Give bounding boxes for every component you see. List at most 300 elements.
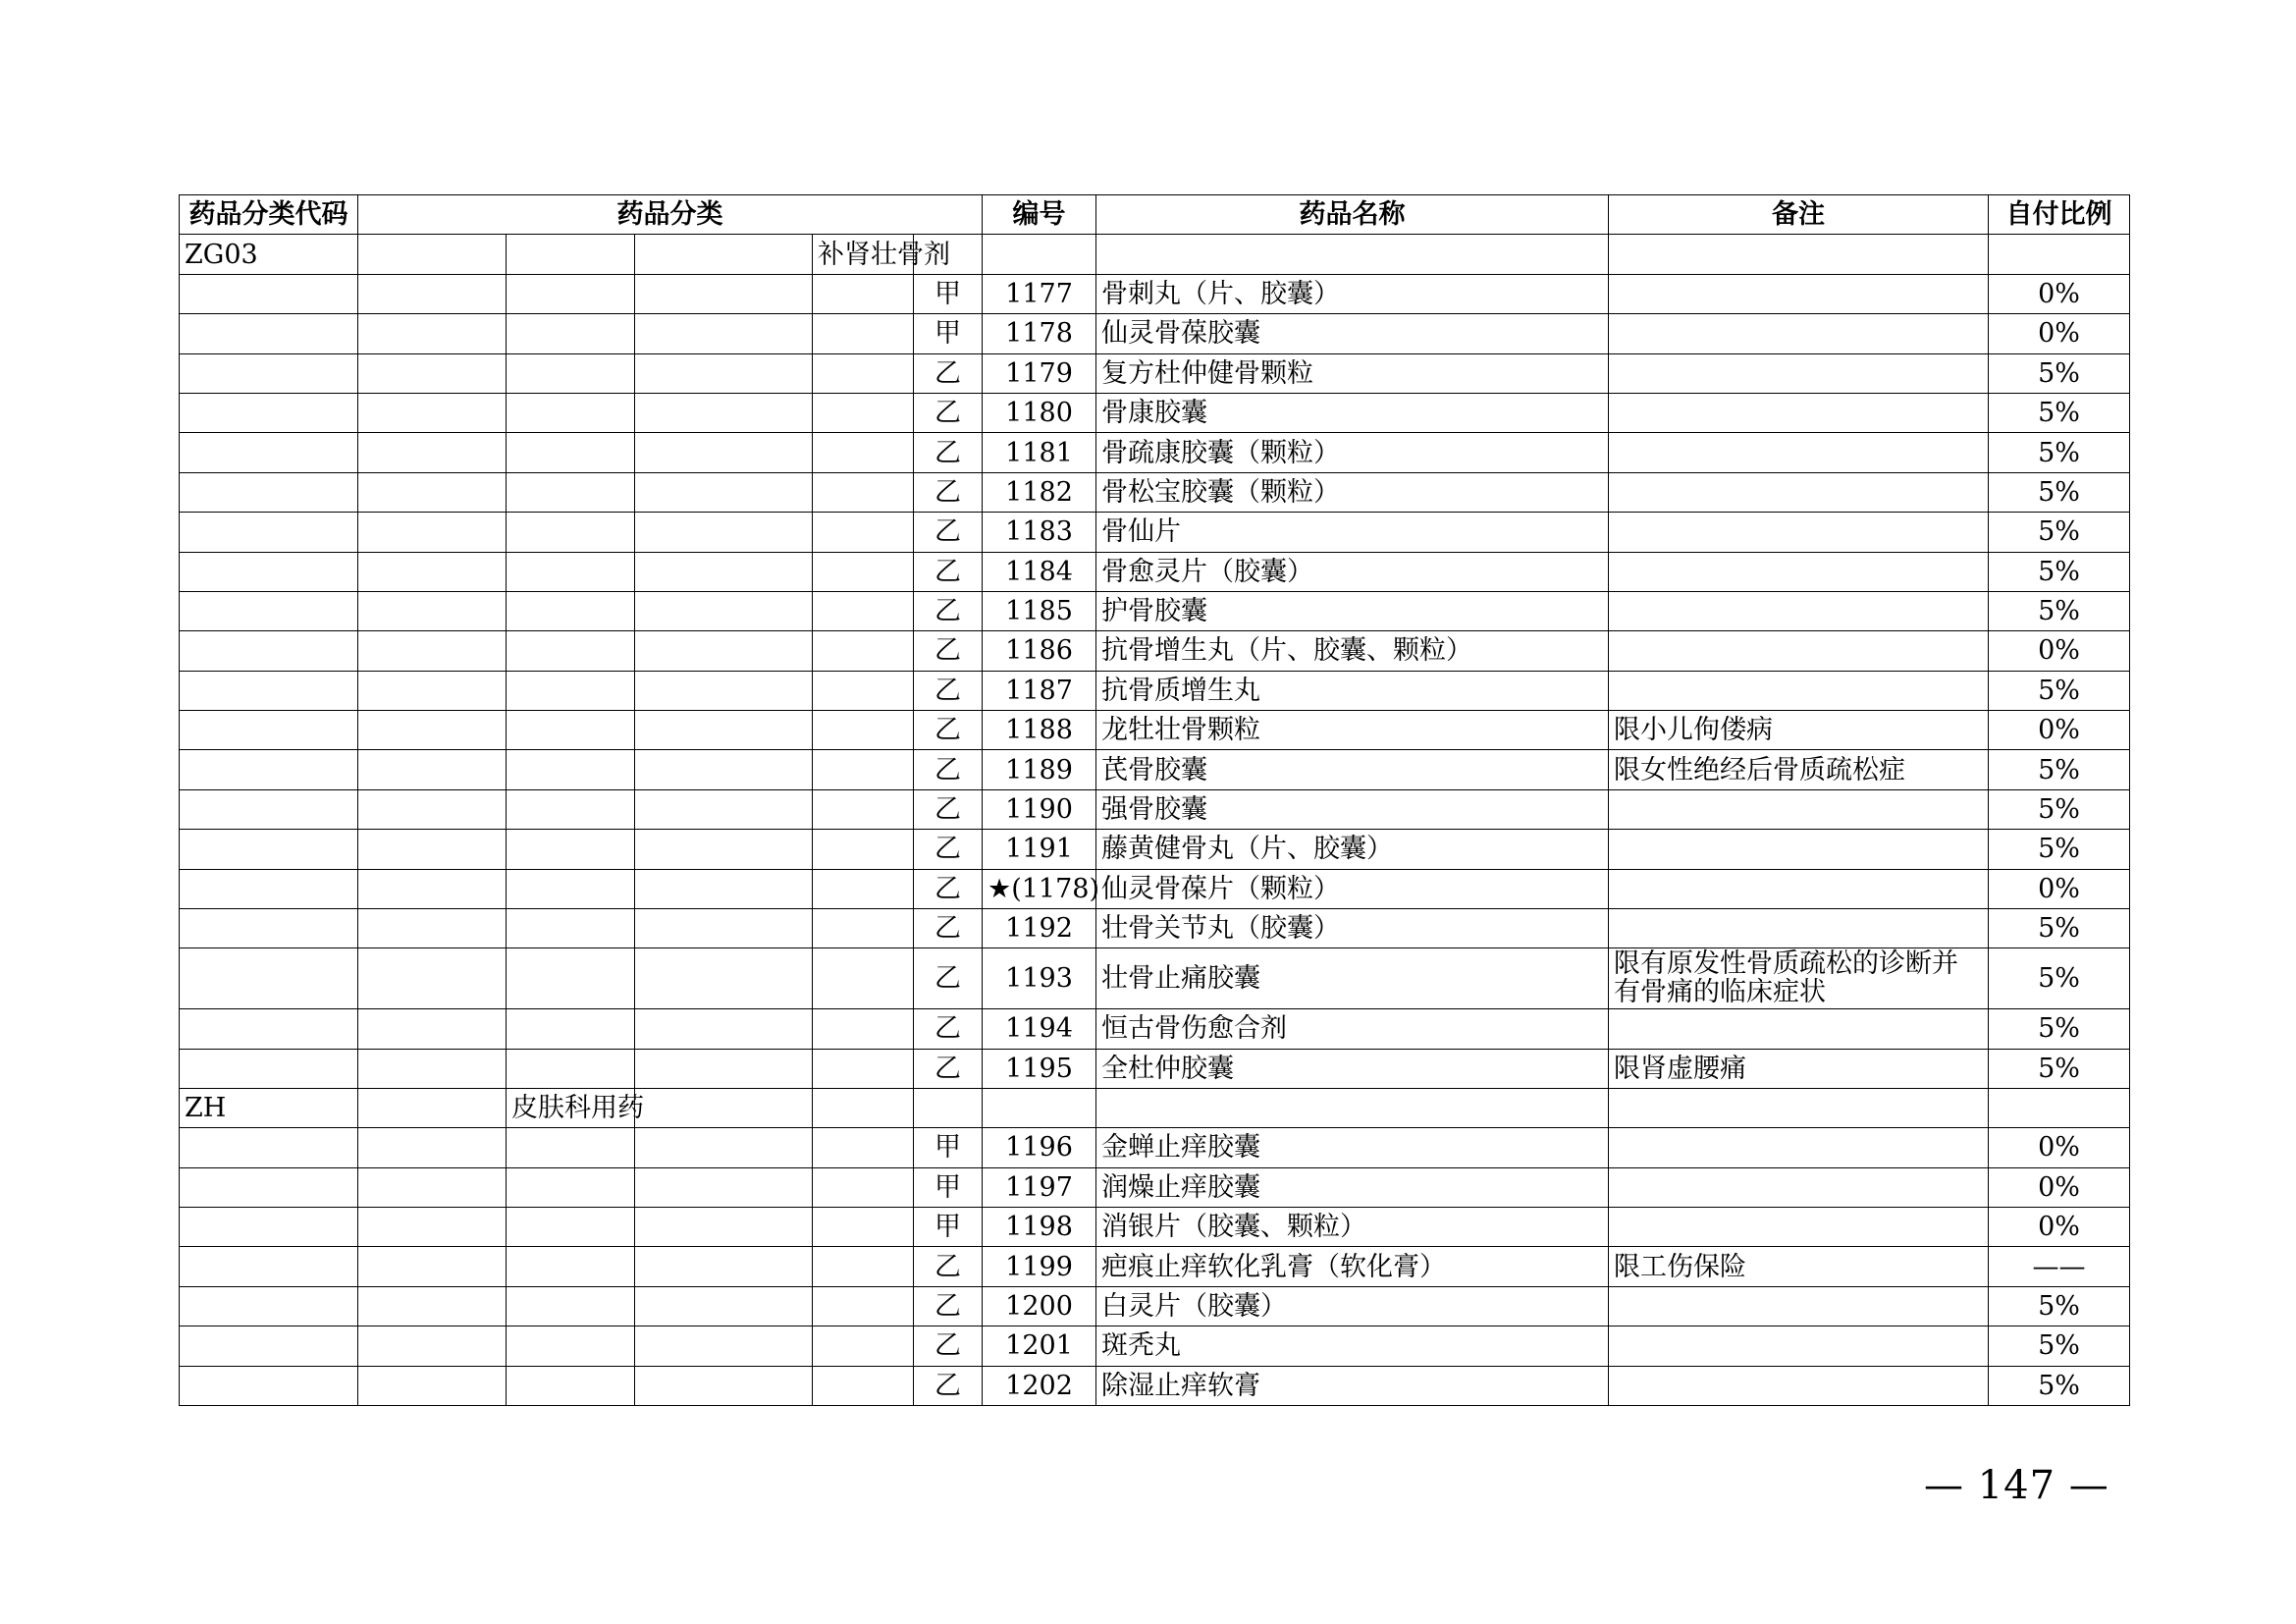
number-cell: 1177 <box>983 274 1096 313</box>
category-level-cell <box>635 472 813 512</box>
drug-name-cell: 斑秃丸 <box>1096 1326 1609 1366</box>
category-level-cell <box>813 433 914 472</box>
grade-cell: 乙 <box>914 472 983 512</box>
code-cell <box>180 433 358 472</box>
note-cell <box>1609 1208 1989 1247</box>
category-level-cell <box>358 1167 507 1207</box>
category-level-cell <box>813 1049 914 1088</box>
drug-catalog-table <box>179 194 2130 1406</box>
code-cell <box>180 909 358 948</box>
category-name: 皮肤科用药 <box>507 1088 635 1127</box>
code-cell <box>180 711 358 750</box>
number-cell: 1200 <box>983 1286 1096 1326</box>
category-level-cell <box>358 1009 507 1049</box>
category-level-cell <box>914 1088 983 1127</box>
note-cell: 限工伤保险 <box>1609 1247 1989 1286</box>
category-level-cell <box>635 1247 813 1286</box>
grade-cell: 乙 <box>914 789 983 829</box>
code-cell <box>180 1247 358 1286</box>
category-level-cell <box>635 909 813 948</box>
code-cell <box>180 1326 358 1366</box>
drug-name-cell: 骨仙片 <box>1096 513 1609 552</box>
code-cell <box>180 1366 358 1405</box>
note-cell <box>1609 1366 1989 1405</box>
note-cell: 限小儿佝偻病 <box>1609 711 1989 750</box>
grade-cell: 乙 <box>914 711 983 750</box>
category-level-cell <box>635 1366 813 1405</box>
ratio-cell <box>1989 235 2130 274</box>
category-level-cell <box>635 274 813 313</box>
code-cell <box>180 1286 358 1326</box>
code-cell <box>180 948 358 1009</box>
category-level-cell <box>358 235 507 274</box>
category-level-cell <box>507 591 635 630</box>
category-level-cell <box>358 1286 507 1326</box>
ratio-cell: 5% <box>1989 671 2130 710</box>
table-row <box>180 1366 2130 1405</box>
number-cell: 1191 <box>983 830 1096 869</box>
category-level-cell <box>507 433 635 472</box>
ratio-cell: 5% <box>1989 1286 2130 1326</box>
table-row <box>180 909 2130 948</box>
code-cell <box>180 591 358 630</box>
table-row <box>180 750 2130 789</box>
category-level-cell <box>635 1326 813 1366</box>
table-row <box>180 1128 2130 1167</box>
drug-name-cell: 壮骨止痛胶囊 <box>1096 948 1609 1009</box>
ratio-cell: 5% <box>1989 472 2130 512</box>
category-level-cell <box>635 433 813 472</box>
ratio-cell: 5% <box>1989 552 2130 591</box>
category-level-cell <box>635 1286 813 1326</box>
category-level-cell <box>813 393 914 432</box>
grade-cell: 乙 <box>914 353 983 393</box>
category-level-cell <box>507 1167 635 1207</box>
category-level-cell <box>507 1208 635 1247</box>
table-row <box>180 1326 2130 1366</box>
category-level-cell <box>358 631 507 671</box>
drug-name-cell: 金蝉止痒胶囊 <box>1096 1128 1609 1167</box>
note-cell <box>1609 552 1989 591</box>
category-level-cell <box>635 671 813 710</box>
ratio-cell: 0% <box>1989 314 2130 353</box>
category-level-cell <box>813 750 914 789</box>
category-level-cell <box>507 1049 635 1088</box>
header-note: 备注 <box>1609 195 1989 235</box>
category-level-cell <box>507 235 635 274</box>
category-level-cell <box>358 789 507 829</box>
category-level-cell <box>813 1366 914 1405</box>
category-level-cell <box>507 472 635 512</box>
category-level-cell <box>635 1167 813 1207</box>
category-level-cell <box>813 1286 914 1326</box>
note-cell <box>1609 274 1989 313</box>
drug-name-cell: 恒古骨伤愈合剂 <box>1096 1009 1609 1049</box>
grade-cell: 乙 <box>914 869 983 908</box>
table-row <box>180 948 2130 1009</box>
code-cell <box>180 552 358 591</box>
drug-name-cell: 仙灵骨葆片（颗粒） <box>1096 869 1609 908</box>
category-level-cell <box>507 869 635 908</box>
grade-cell: 乙 <box>914 750 983 789</box>
category-level-cell <box>358 711 507 750</box>
category-level-cell <box>358 830 507 869</box>
number-cell: 1180 <box>983 393 1096 432</box>
ratio-cell: 5% <box>1989 513 2130 552</box>
note-cell <box>1609 314 1989 353</box>
drug-name-cell: 骨康胶囊 <box>1096 393 1609 432</box>
ratio-cell: 0% <box>1989 1167 2130 1207</box>
category-level-cell <box>813 1208 914 1247</box>
note-cell <box>1609 235 1989 274</box>
category-level-cell <box>635 750 813 789</box>
grade-cell: 甲 <box>914 1128 983 1167</box>
number-cell: 1188 <box>983 711 1096 750</box>
drug-name-cell: 除湿止痒软膏 <box>1096 1366 1609 1405</box>
table-row <box>180 513 2130 552</box>
note-cell <box>1609 393 1989 432</box>
category-row <box>180 1088 2130 1127</box>
drug-name-cell: 藤黄健骨丸（片、胶囊） <box>1096 830 1609 869</box>
category-level-cell <box>813 1009 914 1049</box>
number-cell: 1196 <box>983 1128 1096 1167</box>
table-row <box>180 1049 2130 1088</box>
category-level-cell <box>813 631 914 671</box>
category-level-cell <box>507 948 635 1009</box>
ratio-cell <box>1989 1088 2130 1127</box>
category-level-cell <box>507 314 635 353</box>
header-category: 药品分类 <box>358 195 983 235</box>
category-level-cell <box>635 631 813 671</box>
grade-cell: 甲 <box>914 1167 983 1207</box>
note-cell <box>1609 1009 1989 1049</box>
ratio-cell: 5% <box>1989 393 2130 432</box>
number-cell: ★(1178) <box>983 869 1096 908</box>
table-row <box>180 1286 2130 1326</box>
category-level-cell <box>507 671 635 710</box>
category-level-cell <box>635 830 813 869</box>
category-level-cell <box>813 552 914 591</box>
category-level-cell <box>507 1366 635 1405</box>
category-level-cell <box>813 671 914 710</box>
code-cell <box>180 393 358 432</box>
header-code: 药品分类代码 <box>180 195 358 235</box>
table-row <box>180 711 2130 750</box>
category-level-cell <box>358 552 507 591</box>
ratio-cell: 0% <box>1989 711 2130 750</box>
table-row <box>180 591 2130 630</box>
category-level-cell <box>635 552 813 591</box>
code-cell <box>180 274 358 313</box>
number-cell: 1199 <box>983 1247 1096 1286</box>
drug-name-cell: 护骨胶囊 <box>1096 591 1609 630</box>
category-row <box>180 235 2130 274</box>
note-cell <box>1609 631 1989 671</box>
grade-cell: 乙 <box>914 1366 983 1405</box>
category-level-cell <box>358 1326 507 1366</box>
drug-name-cell: 全杜仲胶囊 <box>1096 1049 1609 1088</box>
category-name: 补肾壮骨剂 <box>813 235 914 274</box>
table-body <box>180 235 2130 1406</box>
code-cell <box>180 671 358 710</box>
category-level-cell <box>358 869 507 908</box>
drug-name-cell: 抗骨质增生丸 <box>1096 671 1609 710</box>
category-level-cell <box>813 789 914 829</box>
header-number: 编号 <box>983 195 1096 235</box>
number-cell: 1202 <box>983 1366 1096 1405</box>
category-level-cell <box>635 353 813 393</box>
grade-cell: 乙 <box>914 830 983 869</box>
number-cell: 1198 <box>983 1208 1096 1247</box>
category-level-cell <box>813 1088 914 1127</box>
drug-name-cell: 复方杜仲健骨颗粒 <box>1096 353 1609 393</box>
note-cell: 限肾虚腰痛 <box>1609 1049 1989 1088</box>
category-level-cell <box>358 591 507 630</box>
ratio-cell: 0% <box>1989 274 2130 313</box>
note-cell <box>1609 1326 1989 1366</box>
grade-cell: 乙 <box>914 1286 983 1326</box>
category-level-cell <box>813 1128 914 1167</box>
header-ratio: 自付比例 <box>1989 195 2130 235</box>
category-level-cell <box>358 314 507 353</box>
category-level-cell <box>358 1208 507 1247</box>
category-level-cell <box>813 830 914 869</box>
table-row <box>180 433 2130 472</box>
number-cell: 1197 <box>983 1167 1096 1207</box>
category-level-cell <box>507 789 635 829</box>
table-row <box>180 789 2130 829</box>
drug-name-cell: 骨愈灵片（胶囊） <box>1096 552 1609 591</box>
name-cell <box>1096 1088 1609 1127</box>
category-level-cell <box>813 513 914 552</box>
code-cell <box>180 513 358 552</box>
category-level-cell <box>635 869 813 908</box>
drug-name-cell: 白灵片（胶囊） <box>1096 1286 1609 1326</box>
code-cell <box>180 1049 358 1088</box>
category-level-cell <box>507 1009 635 1049</box>
drug-name-cell: 仙灵骨葆胶囊 <box>1096 314 1609 353</box>
category-level-cell <box>635 393 813 432</box>
category-level-cell <box>507 1247 635 1286</box>
grade-cell: 乙 <box>914 909 983 948</box>
note-cell <box>1609 789 1989 829</box>
note-cell <box>1609 909 1989 948</box>
table-row <box>180 631 2130 671</box>
ratio-cell: 5% <box>1989 830 2130 869</box>
category-level-cell <box>813 1326 914 1366</box>
table-row <box>180 274 2130 313</box>
category-level-cell <box>635 1128 813 1167</box>
ratio-cell: 5% <box>1989 1366 2130 1405</box>
category-level-cell <box>507 750 635 789</box>
drug-name-cell: 芪骨胶囊 <box>1096 750 1609 789</box>
number-cell: 1179 <box>983 353 1096 393</box>
category-level-cell <box>507 274 635 313</box>
ratio-cell: —— <box>1989 1247 2130 1286</box>
category-level-cell <box>358 433 507 472</box>
category-level-cell <box>507 909 635 948</box>
table-row <box>180 830 2130 869</box>
category-level-cell <box>358 353 507 393</box>
ratio-cell: 5% <box>1989 591 2130 630</box>
category-level-cell <box>507 513 635 552</box>
table-row <box>180 1167 2130 1207</box>
grade-cell: 乙 <box>914 552 983 591</box>
category-level-cell <box>358 274 507 313</box>
category-level-cell <box>358 1366 507 1405</box>
ratio-cell: 0% <box>1989 869 2130 908</box>
grade-cell: 乙 <box>914 631 983 671</box>
category-level-cell <box>358 750 507 789</box>
note-cell <box>1609 1167 1989 1207</box>
code-cell <box>180 1128 358 1167</box>
code-cell <box>180 869 358 908</box>
note-cell <box>1609 1088 1989 1127</box>
number-cell <box>983 1088 1096 1127</box>
category-level-cell <box>635 513 813 552</box>
category-level-cell <box>635 235 813 274</box>
drug-name-cell: 骨松宝胶囊（颗粒） <box>1096 472 1609 512</box>
ratio-cell: 5% <box>1989 1009 2130 1049</box>
category-level-cell <box>813 314 914 353</box>
category-level-cell <box>358 513 507 552</box>
ratio-cell: 5% <box>1989 1049 2130 1088</box>
grade-cell: 甲 <box>914 274 983 313</box>
table-row <box>180 353 2130 393</box>
number-cell: 1193 <box>983 948 1096 1009</box>
drug-name-cell: 抗骨增生丸（片、胶囊、颗粒） <box>1096 631 1609 671</box>
category-level-cell <box>635 711 813 750</box>
ratio-cell: 5% <box>1989 750 2130 789</box>
ratio-cell: 5% <box>1989 909 2130 948</box>
number-cell: 1186 <box>983 631 1096 671</box>
grade-cell: 甲 <box>914 314 983 353</box>
category-level-cell <box>635 1009 813 1049</box>
category-level-cell <box>507 552 635 591</box>
number-cell: 1184 <box>983 552 1096 591</box>
category-level-cell <box>507 1128 635 1167</box>
note-cell <box>1609 1286 1989 1326</box>
note-cell: 限有原发性骨质疏松的诊断并有骨痛的临床症状 <box>1609 948 1989 1009</box>
grade-cell: 乙 <box>914 1326 983 1366</box>
code-cell <box>180 1208 358 1247</box>
drug-name-cell: 润燥止痒胶囊 <box>1096 1167 1609 1207</box>
ratio-cell: 0% <box>1989 1208 2130 1247</box>
category-level-cell <box>358 393 507 432</box>
number-cell: 1192 <box>983 909 1096 948</box>
code-cell <box>180 353 358 393</box>
table-row <box>180 393 2130 432</box>
note-cell <box>1609 513 1989 552</box>
code-cell <box>180 314 358 353</box>
number-cell: 1187 <box>983 671 1096 710</box>
category-level-cell <box>813 472 914 512</box>
category-level-cell <box>635 948 813 1009</box>
code-cell <box>180 1009 358 1049</box>
table-row <box>180 552 2130 591</box>
category-level-cell <box>507 1326 635 1366</box>
category-level-cell <box>813 274 914 313</box>
number-cell: 1185 <box>983 591 1096 630</box>
category-level-cell <box>507 631 635 671</box>
number-cell: 1195 <box>983 1049 1096 1088</box>
code-cell <box>180 750 358 789</box>
category-level-cell <box>813 591 914 630</box>
note-cell: 限女性绝经后骨质疏松症 <box>1609 750 1989 789</box>
category-level-cell <box>635 1208 813 1247</box>
table-row <box>180 869 2130 908</box>
category-level-cell <box>635 314 813 353</box>
number-cell: 1189 <box>983 750 1096 789</box>
category-level-cell <box>635 789 813 829</box>
table-row <box>180 1009 2130 1049</box>
note-cell <box>1609 472 1989 512</box>
category-level-cell <box>358 671 507 710</box>
grade-cell: 甲 <box>914 1208 983 1247</box>
category-level-cell <box>507 393 635 432</box>
grade-cell: 乙 <box>914 948 983 1009</box>
number-cell: 1178 <box>983 314 1096 353</box>
category-level-cell <box>813 1247 914 1286</box>
category-level-cell <box>635 1049 813 1088</box>
drug-name-cell: 龙牡壮骨颗粒 <box>1096 711 1609 750</box>
category-level-cell <box>358 1049 507 1088</box>
number-cell: 1201 <box>983 1326 1096 1366</box>
ratio-cell: 5% <box>1989 353 2130 393</box>
number-cell: 1190 <box>983 789 1096 829</box>
grade-cell: 乙 <box>914 591 983 630</box>
code-cell <box>180 631 358 671</box>
grade-cell: 乙 <box>914 513 983 552</box>
note-cell <box>1609 1128 1989 1167</box>
ratio-cell: 0% <box>1989 1128 2130 1167</box>
category-level-cell <box>507 1286 635 1326</box>
page-number: — 147 — <box>1924 1463 2109 1508</box>
category-level-cell <box>358 1128 507 1167</box>
drug-name-cell: 强骨胶囊 <box>1096 789 1609 829</box>
table-row <box>180 1208 2130 1247</box>
category-level-cell <box>635 591 813 630</box>
category-level-cell <box>813 948 914 1009</box>
number-cell: 1181 <box>983 433 1096 472</box>
number-cell: 1182 <box>983 472 1096 512</box>
category-level-cell <box>813 909 914 948</box>
category-level-cell <box>358 1247 507 1286</box>
ratio-cell: 0% <box>1989 631 2130 671</box>
code-cell <box>180 1167 358 1207</box>
grade-cell: 乙 <box>914 1049 983 1088</box>
code-cell <box>180 472 358 512</box>
header-row <box>180 195 2130 235</box>
category-level-cell <box>635 1088 813 1127</box>
grade-cell: 乙 <box>914 1247 983 1286</box>
grade-cell: 乙 <box>914 393 983 432</box>
note-cell <box>1609 433 1989 472</box>
note-cell <box>1609 591 1989 630</box>
table-row <box>180 472 2130 512</box>
grade-cell: 乙 <box>914 433 983 472</box>
number-cell: 1183 <box>983 513 1096 552</box>
category-level-cell <box>813 353 914 393</box>
table-row <box>180 1247 2130 1286</box>
category-level-cell <box>507 711 635 750</box>
drug-name-cell: 疤痕止痒软化乳膏（软化膏） <box>1096 1247 1609 1286</box>
note-cell <box>1609 671 1989 710</box>
note-cell <box>1609 830 1989 869</box>
drug-name-cell: 骨刺丸（片、胶囊） <box>1096 274 1609 313</box>
drug-name-cell: 骨疏康胶囊（颗粒） <box>1096 433 1609 472</box>
grade-cell: 乙 <box>914 671 983 710</box>
